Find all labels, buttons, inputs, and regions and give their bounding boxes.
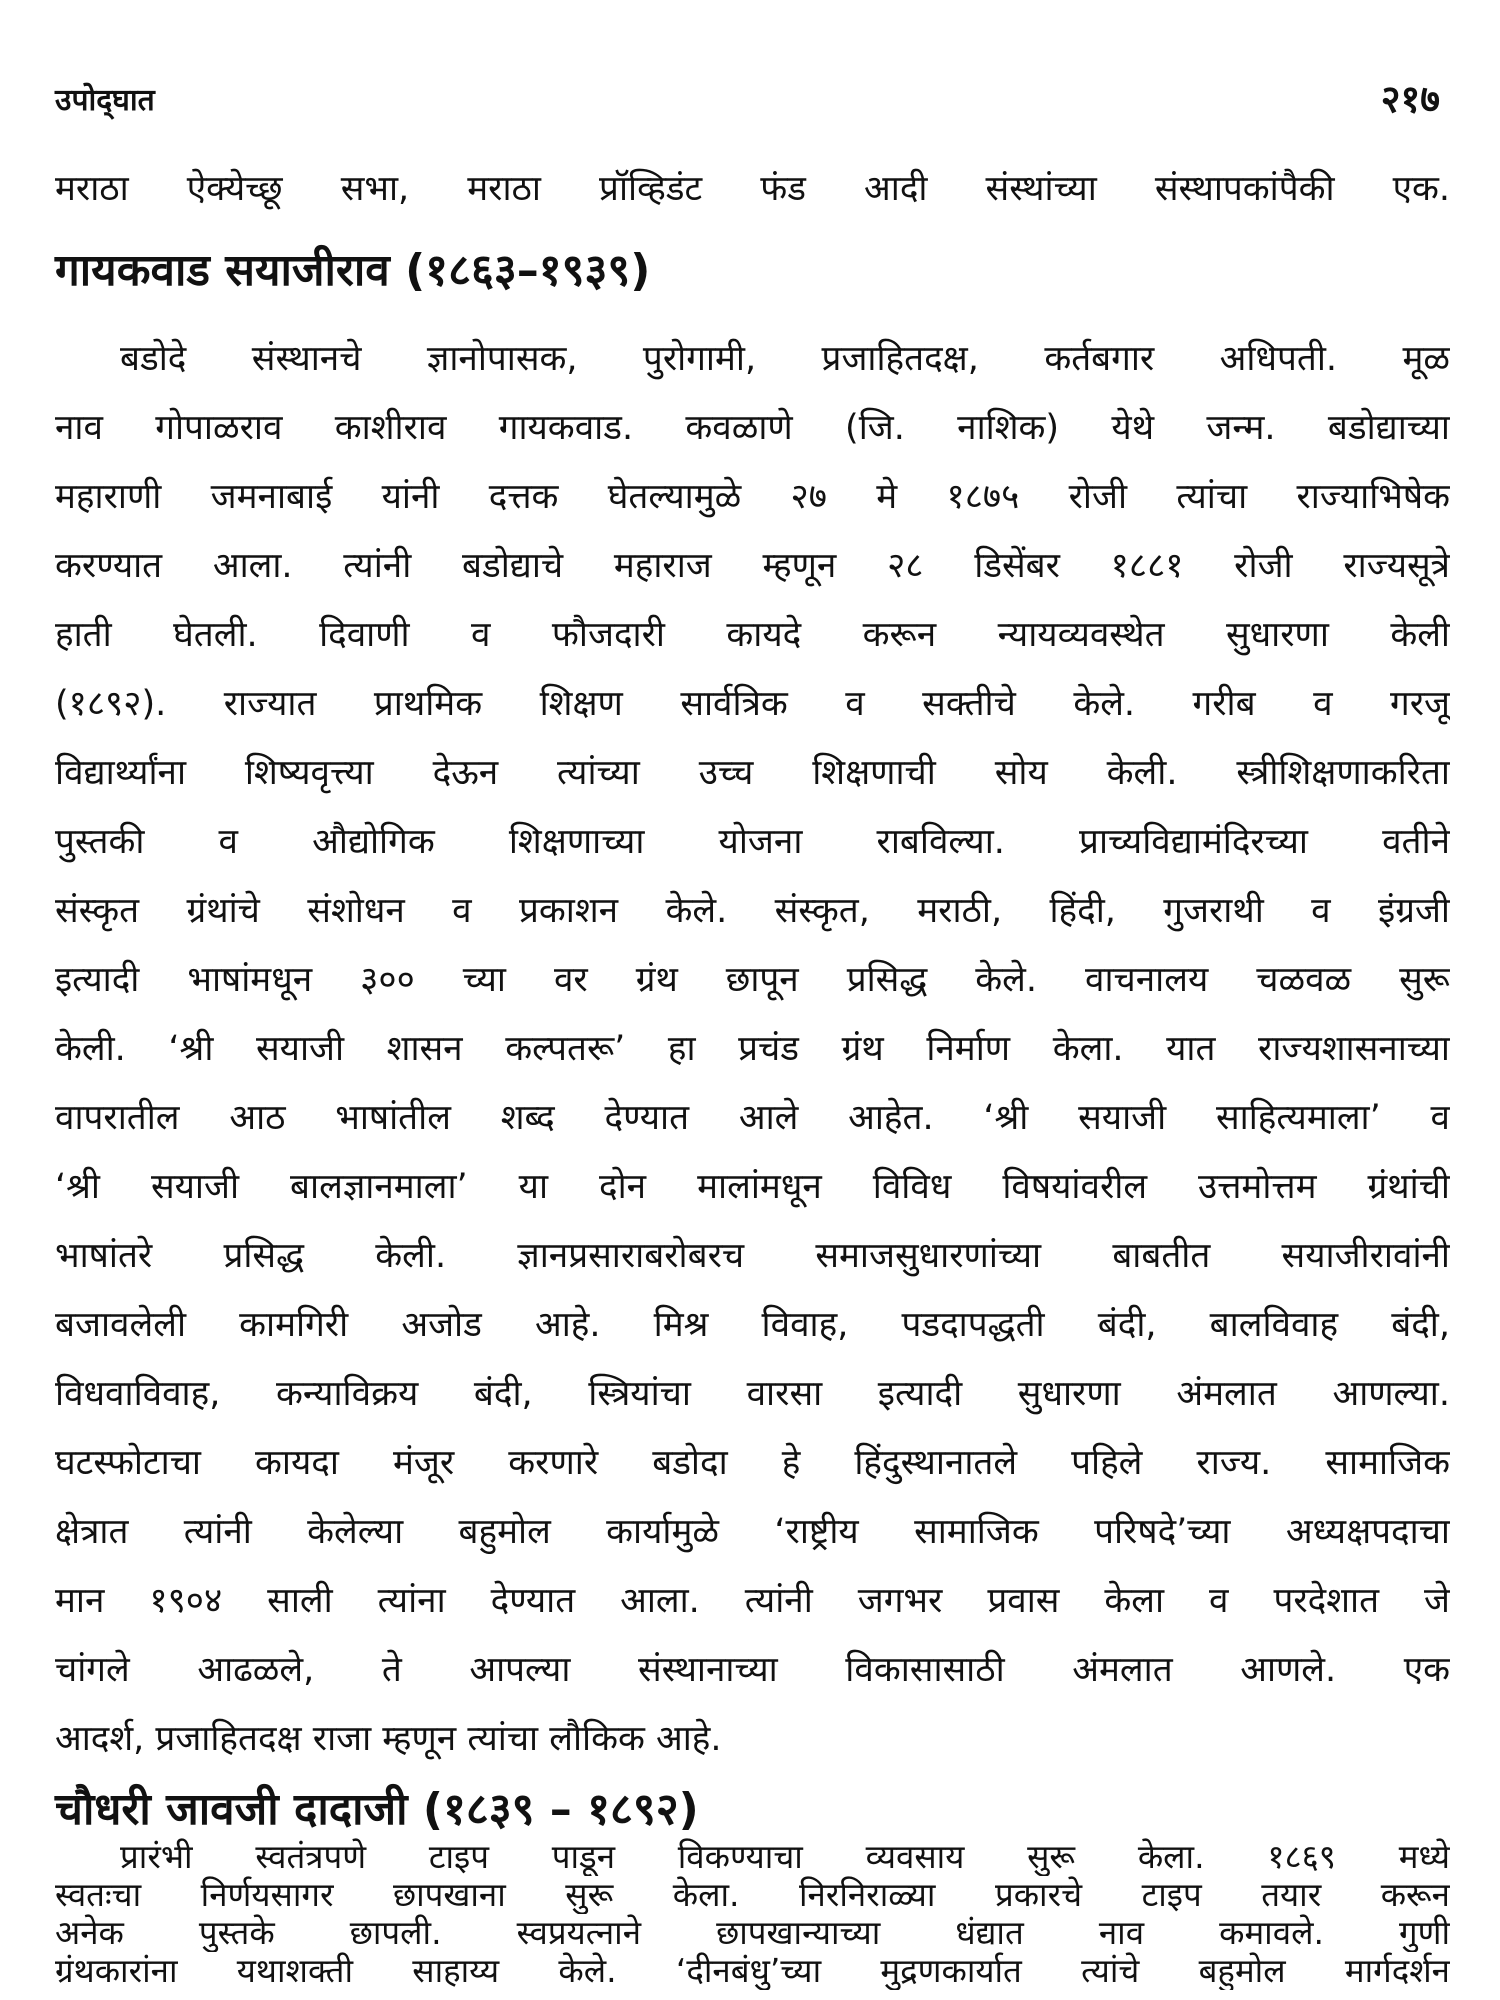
paragraph-line: करण्यात आला. त्यांनी बडोद्याचे महाराज म्हणून २८ डिसेंबर १८८१ रोजी राज्यसूत्रे xyxy=(55,546,1450,586)
paragraph-line: इत्यादी भाषांमधून ३०० च्या वर ग्रंथ छापून प्रसिद्ध केले. वाचनालय चळवळ सुरू xyxy=(55,960,1450,1000)
paragraph-line: घटस्फोटाचा कायदा मंजूर करणारे बडोदा हे हिंदुस्थानातले पहिले राज्य. सामाजिक xyxy=(55,1443,1450,1483)
paragraph-line: वापरातील आठ भाषांतील शब्द देण्यात आले आहेत. ‘श्री सयाजी साहित्यमाला’ व xyxy=(55,1098,1450,1138)
paragraph-line: भाषांतरे प्रसिद्ध केली. ज्ञानप्रसाराबरोबरच समाजसुधारणांच्या बाबतीत सयाजीरावांनी xyxy=(55,1236,1450,1276)
paragraph-line: ‘श्री सयाजी बालज्ञानमाला’ या दोन मालांमधून विविध विषयांवरील उत्तमोत्तम ग्रंथांची xyxy=(55,1167,1450,1207)
paragraph-line: ग्रंथकारांना यथाशक्ती साहाय्य केले. ‘दीनबंधु’च्या मुद्रणकार्यात त्यांचे बहुमोल मार्गदर्शन xyxy=(55,1952,1450,1990)
paragraph-line: स्वतःचा निर्णयसागर छापखाना सुरू केला. निरनिराळ्या प्रकारचे टाइप तयार करून xyxy=(55,1876,1450,1914)
paragraph-line: विधवाविवाह, कन्याविक्रय बंदी, स्त्रियांचा वारसा इत्यादी सुधारणा अंमलात आणल्या. xyxy=(55,1374,1450,1414)
paragraph-line: अनेक पुस्तके छापली. स्वप्रयत्नाने छापखान्याच्या धंद्यात नाव कमावले. गुणी xyxy=(55,1914,1450,1952)
running-head xyxy=(55,78,1440,124)
paragraph-line: महाराणी जमनाबाई यांनी दत्तक घेतल्यामुळे २७ मे १८७५ रोजी त्यांचा राज्याभिषेक xyxy=(55,477,1450,517)
entry-heading-chaudhari: चौधरी जावजी दादाजी (१८३९ – १८९२) xyxy=(55,1784,699,1835)
page-number: २१७ xyxy=(1380,77,1440,121)
paragraph-line: विद्यार्थ्यांना शिष्यवृत्त्या देऊन त्यांच्या उच्च शिक्षणाची सोय केली. स्त्रीशिक्षणाकरिता xyxy=(55,753,1450,793)
paragraph-line: (१८९२). राज्यात प्राथमिक शिक्षण सार्वत्रिक व सक्तीचे केले. गरीब व गरजू xyxy=(55,684,1450,724)
carryover-line: मराठा ऐक्येच्छू सभा, मराठा प्रॉव्हिडंट फंड आदी संस्थांच्या संस्थापकांपैकी एक. xyxy=(55,169,1450,209)
paragraph-line: क्षेत्रात त्यांनी केलेल्या बहुमोल कार्यामुळे ‘राष्ट्रीय सामाजिक परिषदे’च्या अध्यक्षपदाचा xyxy=(55,1512,1450,1552)
paragraph-line: नाव गोपाळराव काशीराव गायकवाड. कवळाणे (जि. नाशिक) येथे जन्म. बडोद्याच्या xyxy=(55,408,1450,448)
paragraph-line: केली. ‘श्री सयाजी शासन कल्पतरू’ हा प्रचंड ग्रंथ निर्माण केला. यात राज्यशासनाच्या xyxy=(55,1029,1450,1069)
running-head-title: उपोद्‌घात xyxy=(55,83,155,118)
paragraph-line: संस्कृत ग्रंथांचे संशोधन व प्रकाशन केले. संस्कृत, मराठी, हिंदी, गुजराथी व इंग्रजी xyxy=(55,891,1450,931)
paragraph-line: पुस्तकी व औद्योगिक शिक्षणाच्या योजना राबविल्या. प्राच्यविद्यामंदिरच्या वतीने xyxy=(55,822,1450,862)
paragraph-line-last: आदर्श, प्रजाहितदक्ष राजा म्हणून त्यांचा लौकिक आहे. xyxy=(55,1719,722,1759)
entry-heading-gaikwad: गायकवाड सयाजीराव (१८६३–१९३९) xyxy=(55,245,651,296)
paragraph-line: मान १९०४ साली त्यांना देण्यात आला. त्यांनी जगभर प्रवास केला व परदेशात जे xyxy=(55,1581,1450,1621)
paragraph-line: चांगले आढळले, ते आपल्या संस्थानाच्या विकासासाठी अंमलात आणले. एक xyxy=(55,1650,1450,1690)
paragraph-line: हाती घेतली. दिवाणी व फौजदारी कायदे करून न्यायव्यवस्थेत सुधारणा केली xyxy=(55,615,1450,655)
paragraph-line: प्रारंभी स्वतंत्रपणे टाइप पाडून विकण्याचा व्यवसाय सुरू केला. १८६९ मध्ये xyxy=(120,1838,1450,1876)
paragraph-line: बजावलेली कामगिरी अजोड आहे. मिश्र विवाह, पडदापद्धती बंदी, बालविवाह बंदी, xyxy=(55,1305,1450,1345)
paragraph-line: बडोदे संस्थानचे ज्ञानोपासक, पुरोगामी, प्रजाहितदक्ष, कर्तबगार अधिपती. मूळ xyxy=(120,339,1450,379)
